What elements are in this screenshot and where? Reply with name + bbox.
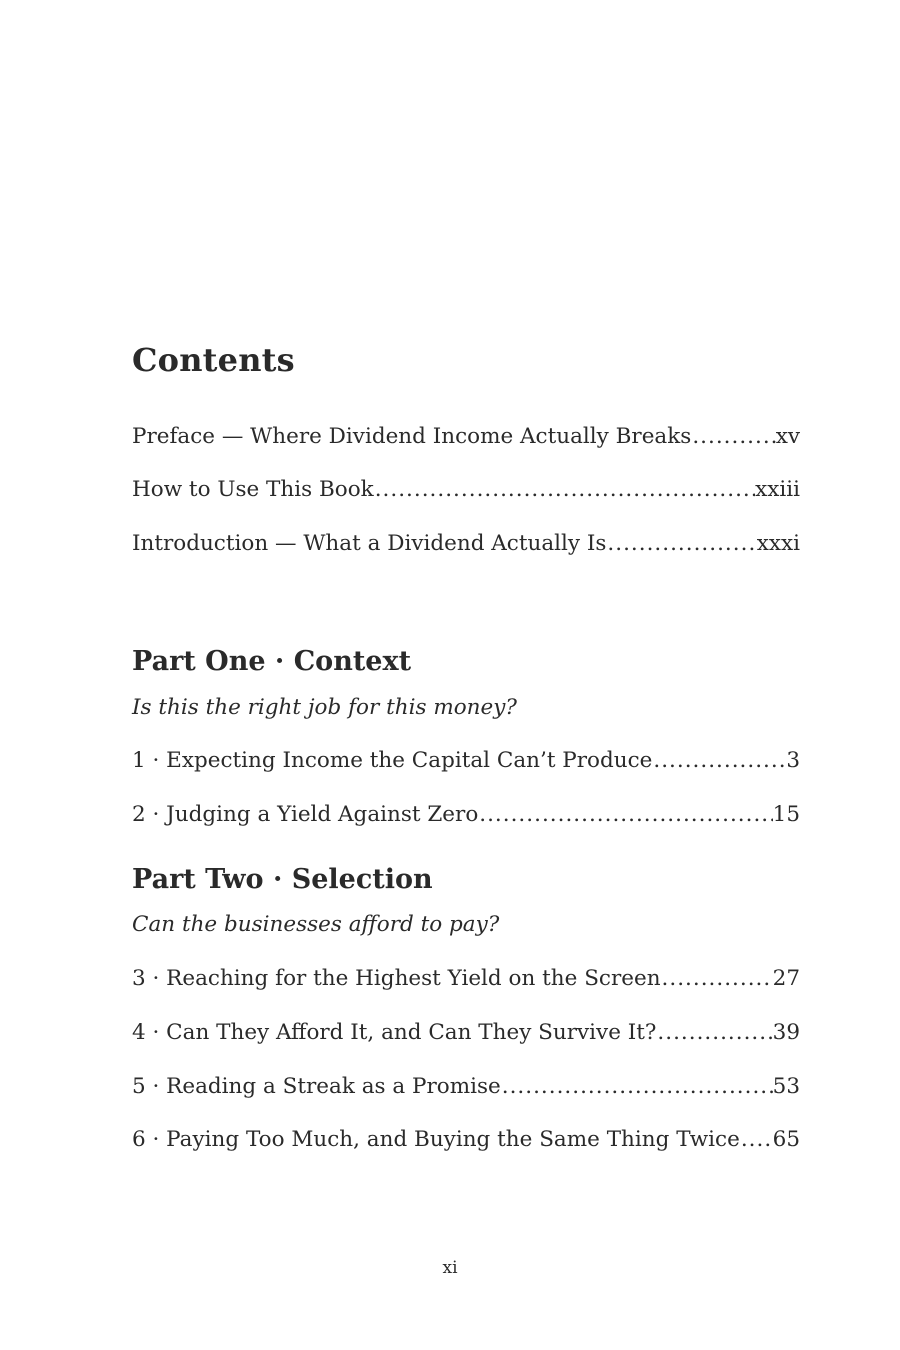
dot-leader xyxy=(606,529,756,559)
toc-entry-label: 3 · Reaching for the Highest Yield on the Screen xyxy=(132,966,661,991)
toc-entry-how-to-use xyxy=(132,475,800,505)
toc-entry-chapter-1 xyxy=(132,746,800,776)
toc-entry-label: 2 · Judging a Yield Against Zero xyxy=(132,802,479,827)
dot-leader xyxy=(652,746,786,776)
toc-entry-introduction xyxy=(132,529,800,559)
toc-entry-page: 27 xyxy=(772,966,800,991)
toc-entry-chapter-6 xyxy=(132,1125,800,1155)
toc-entry-preface xyxy=(132,422,800,452)
toc-entry-page: xv xyxy=(775,424,800,449)
part-one-subtitle: Is this the right job for this money? xyxy=(132,695,517,720)
toc-entry-page: 15 xyxy=(772,802,800,827)
dot-leader xyxy=(656,1018,772,1048)
part-two-subtitle: Can the businesses afford to pay? xyxy=(132,912,500,937)
toc-entry-label: How to Use This Book xyxy=(132,477,374,502)
toc-entry-chapter-3 xyxy=(132,964,800,994)
toc-entry-page: 65 xyxy=(772,1127,800,1152)
toc-entry-page: xxiii xyxy=(755,477,800,502)
toc-entry-label: 6 · Paying Too Much, and Buying the Same Thing Twice xyxy=(132,1127,740,1152)
toc-entry-page: 53 xyxy=(772,1074,800,1099)
contents-title: Contents xyxy=(132,341,295,379)
toc-entry-label: Preface — Where Dividend Income Actually Breaks xyxy=(132,424,692,449)
toc-entry-page: 3 xyxy=(786,748,800,773)
dot-leader xyxy=(478,800,772,830)
toc-entry-label: Introduction — What a Dividend Actually Is xyxy=(132,531,607,556)
toc-entry-label: 1 · Expecting Income the Capital Can’t Produce xyxy=(132,748,653,773)
toc-entry-chapter-2 xyxy=(132,800,800,830)
dot-leader xyxy=(740,1125,773,1155)
toc-entry-chapter-5 xyxy=(132,1072,800,1102)
dot-leader xyxy=(661,964,773,994)
dot-leader xyxy=(501,1072,773,1102)
toc-entry-label: 5 · Reading a Streak as a Promise xyxy=(132,1074,501,1099)
part-two-heading: Part Two · Selection xyxy=(132,864,433,895)
dot-leader xyxy=(691,422,775,452)
dot-leader xyxy=(374,475,755,505)
toc-entry-page: 39 xyxy=(772,1020,800,1045)
page-number: xi xyxy=(442,1258,458,1278)
toc-entry-page: xxxi xyxy=(756,531,800,556)
toc-entry-label: 4 · Can They Afford It, and Can They Survive It? xyxy=(132,1020,657,1045)
toc-entry-chapter-4 xyxy=(132,1018,800,1048)
part-one-heading: Part One · Context xyxy=(132,646,412,677)
